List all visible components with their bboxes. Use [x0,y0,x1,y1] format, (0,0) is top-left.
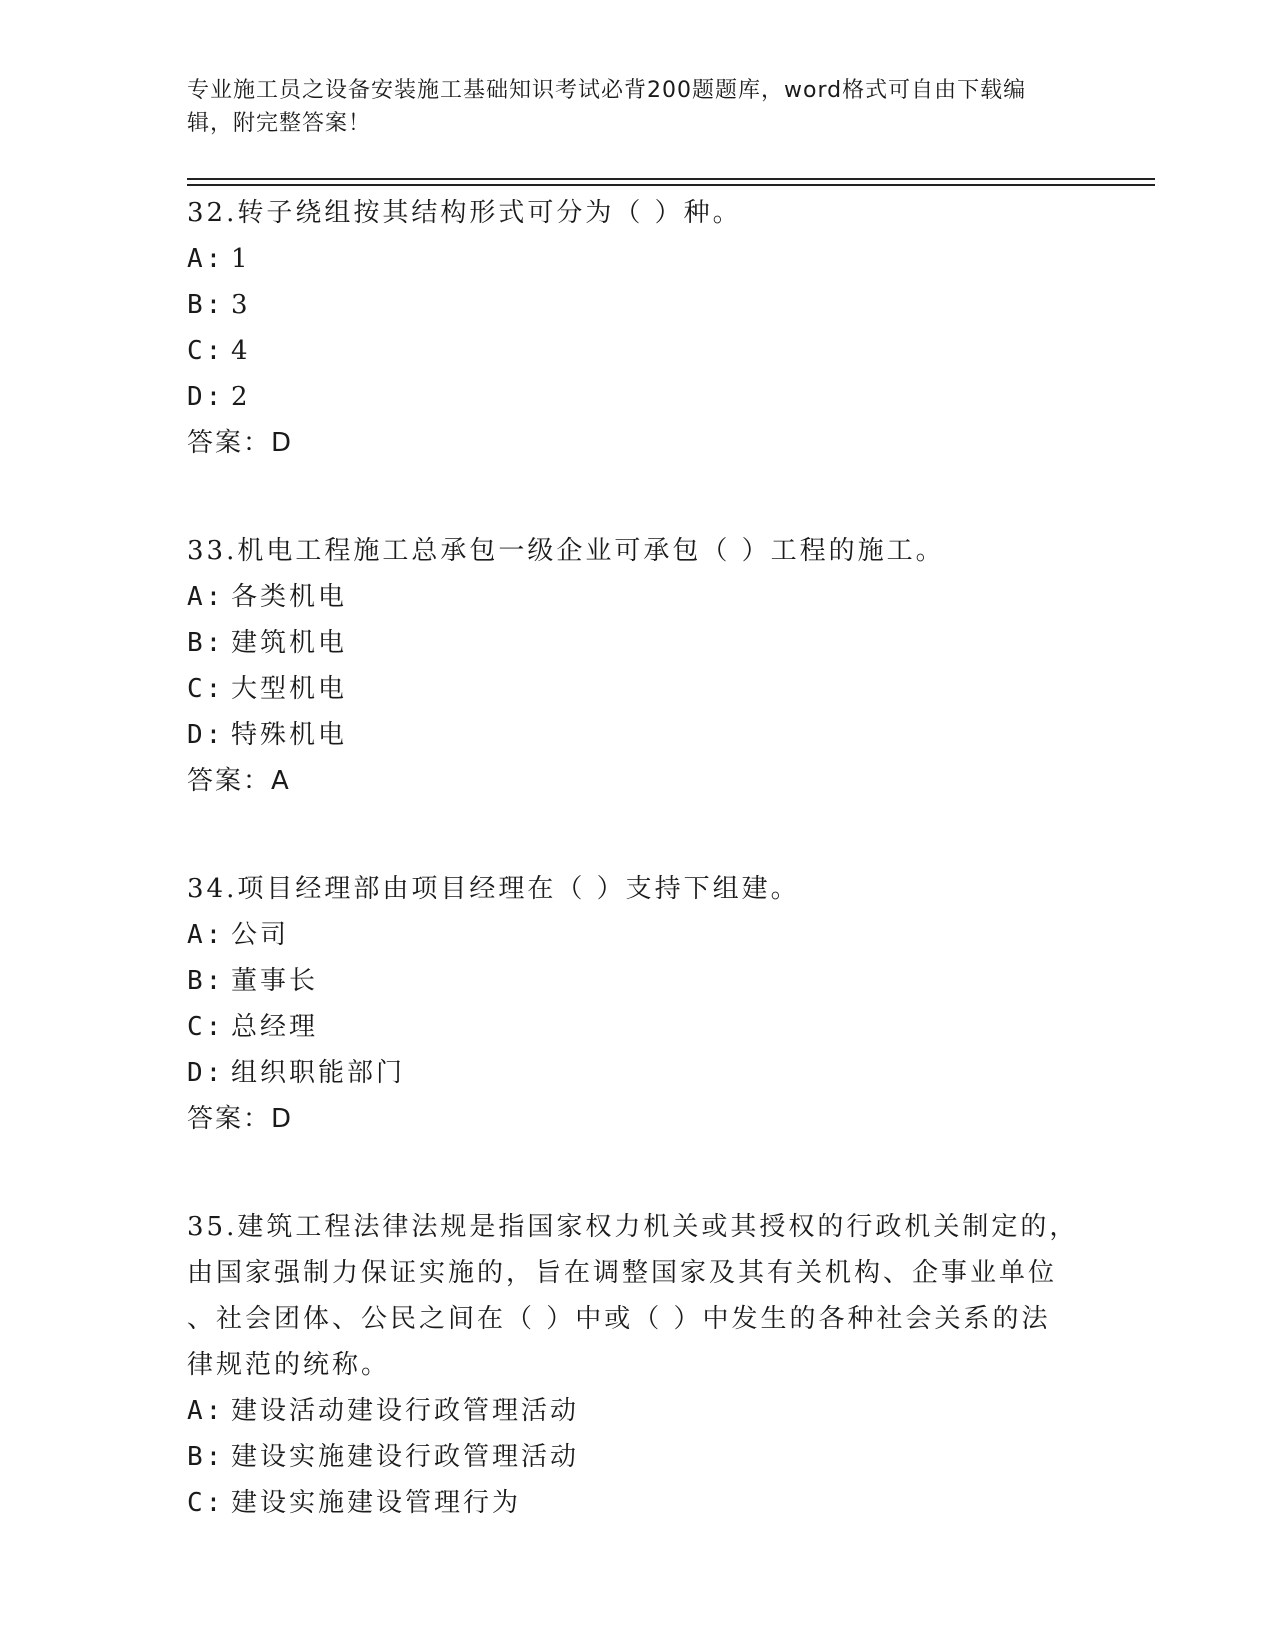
option-label: A: [187,920,225,950]
question-list [187,190,1087,1526]
question-32 [187,190,1087,466]
question-stem: 33.机电工程施工总承包一级企业可承包（ ）工程的施工。 [187,536,945,566]
question-35 [187,1204,1087,1526]
question-stem: 34.项目经理部由项目经理在（ ）支持下组建。 [187,874,800,904]
option-c [187,1004,1087,1050]
question-stem-line: 35.建筑工程法律法规是指国家权力机关或其授权的行政机关制定的， [187,1212,1079,1242]
option-label: D: [187,382,225,412]
question-stem-line: 律规范的统称。 [187,1350,391,1380]
option-label: B: [187,966,225,996]
option-text: 总经理 [231,1012,319,1042]
option-c [187,328,1087,374]
header-rule-bottom [187,184,1155,186]
option-b [187,958,1087,1004]
option-label: D: [187,720,225,750]
option-label: C: [187,1488,225,1518]
option-b [187,1434,1087,1480]
option-label: D: [187,1058,225,1088]
option-text: 特殊机电 [231,720,348,750]
option-a [187,1388,1087,1434]
option-c [187,666,1087,712]
option-text: 各类机电 [231,582,348,612]
option-text: 4 [231,336,251,366]
option-text: 2 [231,382,251,412]
option-a [187,574,1087,620]
option-label: B: [187,628,225,658]
option-text: 公司 [231,920,290,950]
option-d [187,374,1087,420]
option-text: 董事长 [231,966,319,996]
question-33 [187,528,1087,804]
question-34 [187,866,1087,1142]
option-a [187,236,1087,282]
option-c [187,1480,1087,1526]
option-text: 建设活动建设行政管理活动 [231,1396,580,1426]
option-label: A: [187,244,225,274]
option-text: 建设实施建设管理行为 [231,1488,522,1518]
option-d [187,712,1087,758]
question-stem-line: 由国家强制力保证实施的，旨在调整国家及其有关机构、企事业单位 [187,1258,1058,1288]
option-label: A: [187,1396,225,1426]
option-text: 3 [231,290,251,320]
option-label: B: [187,290,225,320]
option-text: 大型机电 [231,674,348,704]
document-header: 专业施工员之设备安装施工基础知识考试必背200题题库，word格式可自由下载编辑，附完整答案！ [187,78,1027,136]
option-b [187,620,1087,666]
option-text: 组织职能部门 [231,1058,406,1088]
option-b [187,282,1087,328]
question-stem: 32.转子绕组按其结构形式可分为（ ）种。 [187,198,742,228]
answer: 答案：D [187,428,294,458]
option-text: 建设实施建设行政管理活动 [231,1442,580,1472]
option-text: 建筑机电 [231,628,348,658]
option-label: C: [187,1012,225,1042]
option-label: A: [187,582,225,612]
option-d [187,1050,1087,1096]
answer: 答案：A [187,766,291,796]
option-label: B: [187,1442,225,1472]
header-rule-top [187,178,1155,180]
option-label: C: [187,674,225,704]
option-a [187,912,1087,958]
answer: 答案：D [187,1104,294,1134]
option-label: C: [187,336,225,366]
option-text: 1 [231,244,251,274]
question-stem-line: 、社会团体、公民之间在（ ）中或（ ）中发生的各种社会关系的法 [187,1304,1051,1334]
